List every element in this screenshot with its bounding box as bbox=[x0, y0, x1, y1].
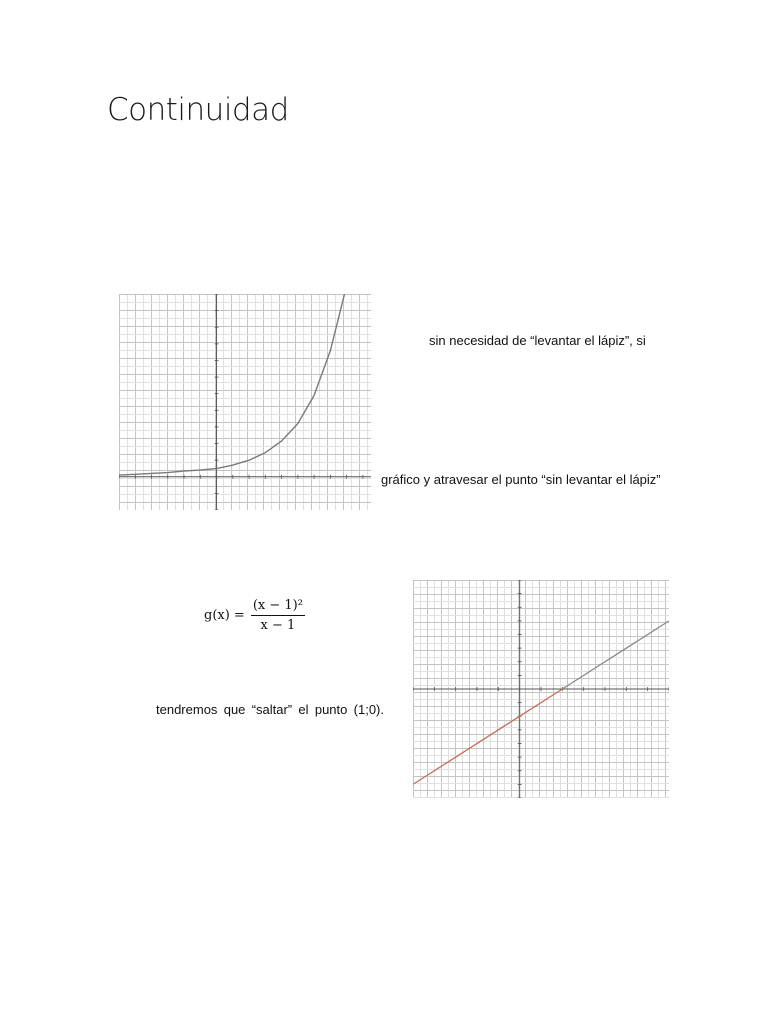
text-atravesar-punto: gráfico y atravesar el punto “sin levantar el lápiz” bbox=[381, 472, 661, 487]
exponential-graph bbox=[119, 294, 371, 510]
text-saltar-punto: tendremos que “saltar” el punto (1;0). bbox=[156, 702, 384, 717]
linear-graph bbox=[413, 580, 669, 798]
equation-fraction bbox=[251, 598, 305, 633]
text-levantar-lapiz: sin necesidad de “levantar el lápiz”, si bbox=[429, 333, 646, 348]
equation-lhs: g(x) = bbox=[204, 608, 245, 623]
equation-g bbox=[204, 598, 305, 633]
page-title: Continuidad bbox=[107, 92, 289, 128]
equation-denominator: x − 1 bbox=[260, 618, 296, 633]
equation-numerator: (x − 1)² bbox=[251, 598, 305, 616]
